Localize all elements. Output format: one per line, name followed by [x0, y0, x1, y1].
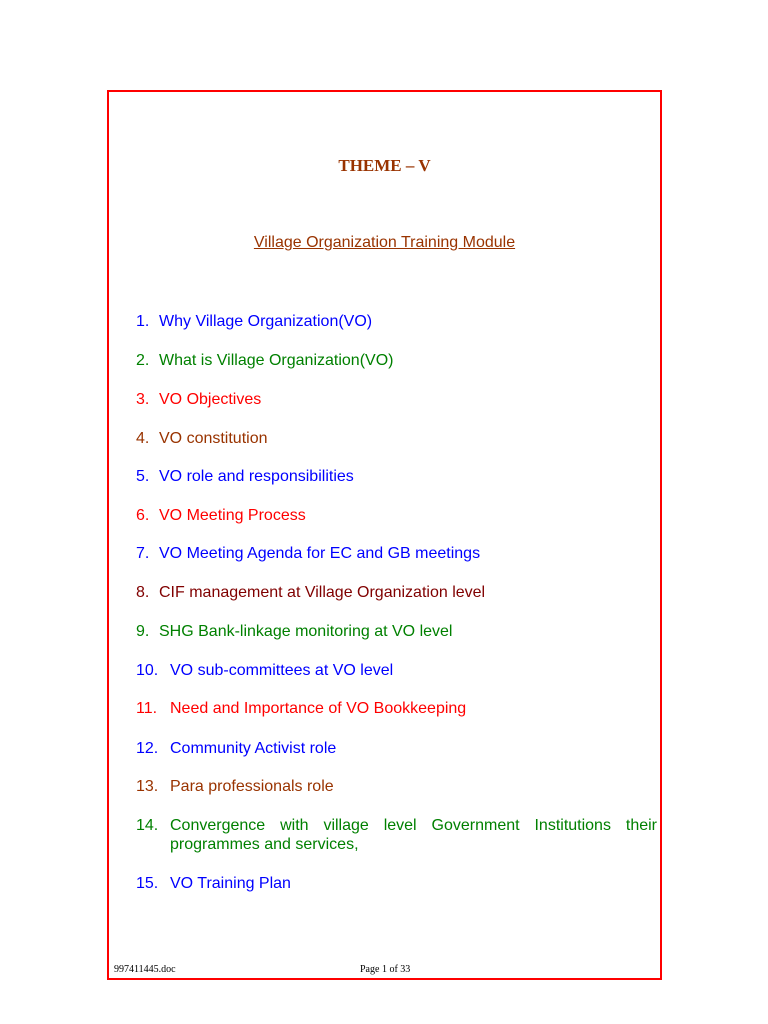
list-item-number: 14. [136, 817, 159, 834]
list-item-number: 5. [136, 468, 150, 485]
list-item [136, 467, 657, 486]
list-item-text: VO role and responsibilities [159, 468, 354, 485]
list-item [136, 874, 657, 893]
list-item [136, 429, 657, 448]
list-item [136, 583, 657, 602]
list-item-text: CIF management at Village Organization level [159, 584, 486, 601]
list-item-text: VO Objectives [159, 391, 262, 408]
list-item-text: Why Village Organization(VO) [159, 313, 373, 330]
list-item [136, 622, 657, 641]
list-item-number: 2. [136, 352, 150, 369]
list-item-text: VO Meeting Process [159, 507, 306, 524]
list-item-number: 1. [136, 313, 150, 330]
list-item-text: VO Meeting Agenda for EC and GB meetings [159, 545, 481, 562]
theme-title: THEME – V [338, 156, 431, 175]
list-item [136, 390, 657, 409]
list-item [136, 506, 657, 525]
list-item-text: VO constitution [159, 430, 268, 447]
footer-page-number: Page 1 of 33 [360, 964, 411, 975]
list-item-text: Community Activist role [170, 740, 337, 757]
list-item-text: Convergence with village level Government Institutions their programmes and services, [170, 817, 657, 853]
footer-filename: 997411445.doc [114, 964, 176, 975]
list-item [136, 351, 657, 370]
list-item-text: VO sub-committees at VO level [170, 662, 394, 679]
list-item [136, 312, 657, 331]
list-item-number: 10. [136, 662, 159, 679]
list-item [136, 777, 657, 796]
list-item-number: 12. [136, 740, 159, 757]
list-item-number: 13. [136, 778, 159, 795]
list-item-number: 9. [136, 623, 150, 640]
list-item-number: 3. [136, 391, 150, 408]
list-item-number: 6. [136, 507, 150, 524]
list-item-text: Need and Importance of VO Bookkeeping [170, 700, 467, 717]
list-item-number: 15. [136, 875, 159, 892]
list-item-text: SHG Bank-linkage monitoring at VO level [159, 623, 453, 640]
list-item [136, 739, 657, 758]
page-border [107, 90, 662, 980]
list-item [136, 816, 657, 854]
list-item-number: 11. [136, 700, 158, 717]
list-item [136, 699, 657, 718]
list-item-number: 4. [136, 430, 150, 447]
list-item [136, 661, 657, 680]
list-item [136, 544, 657, 563]
list-item-number: 7. [136, 545, 150, 562]
list-item-text: VO Training Plan [170, 875, 291, 892]
list-item-text: Para professionals role [170, 778, 334, 795]
list-item-number: 8. [136, 584, 150, 601]
module-title: Village Organization Training Module [253, 234, 516, 251]
list-item-text: What is Village Organization(VO) [159, 352, 394, 369]
